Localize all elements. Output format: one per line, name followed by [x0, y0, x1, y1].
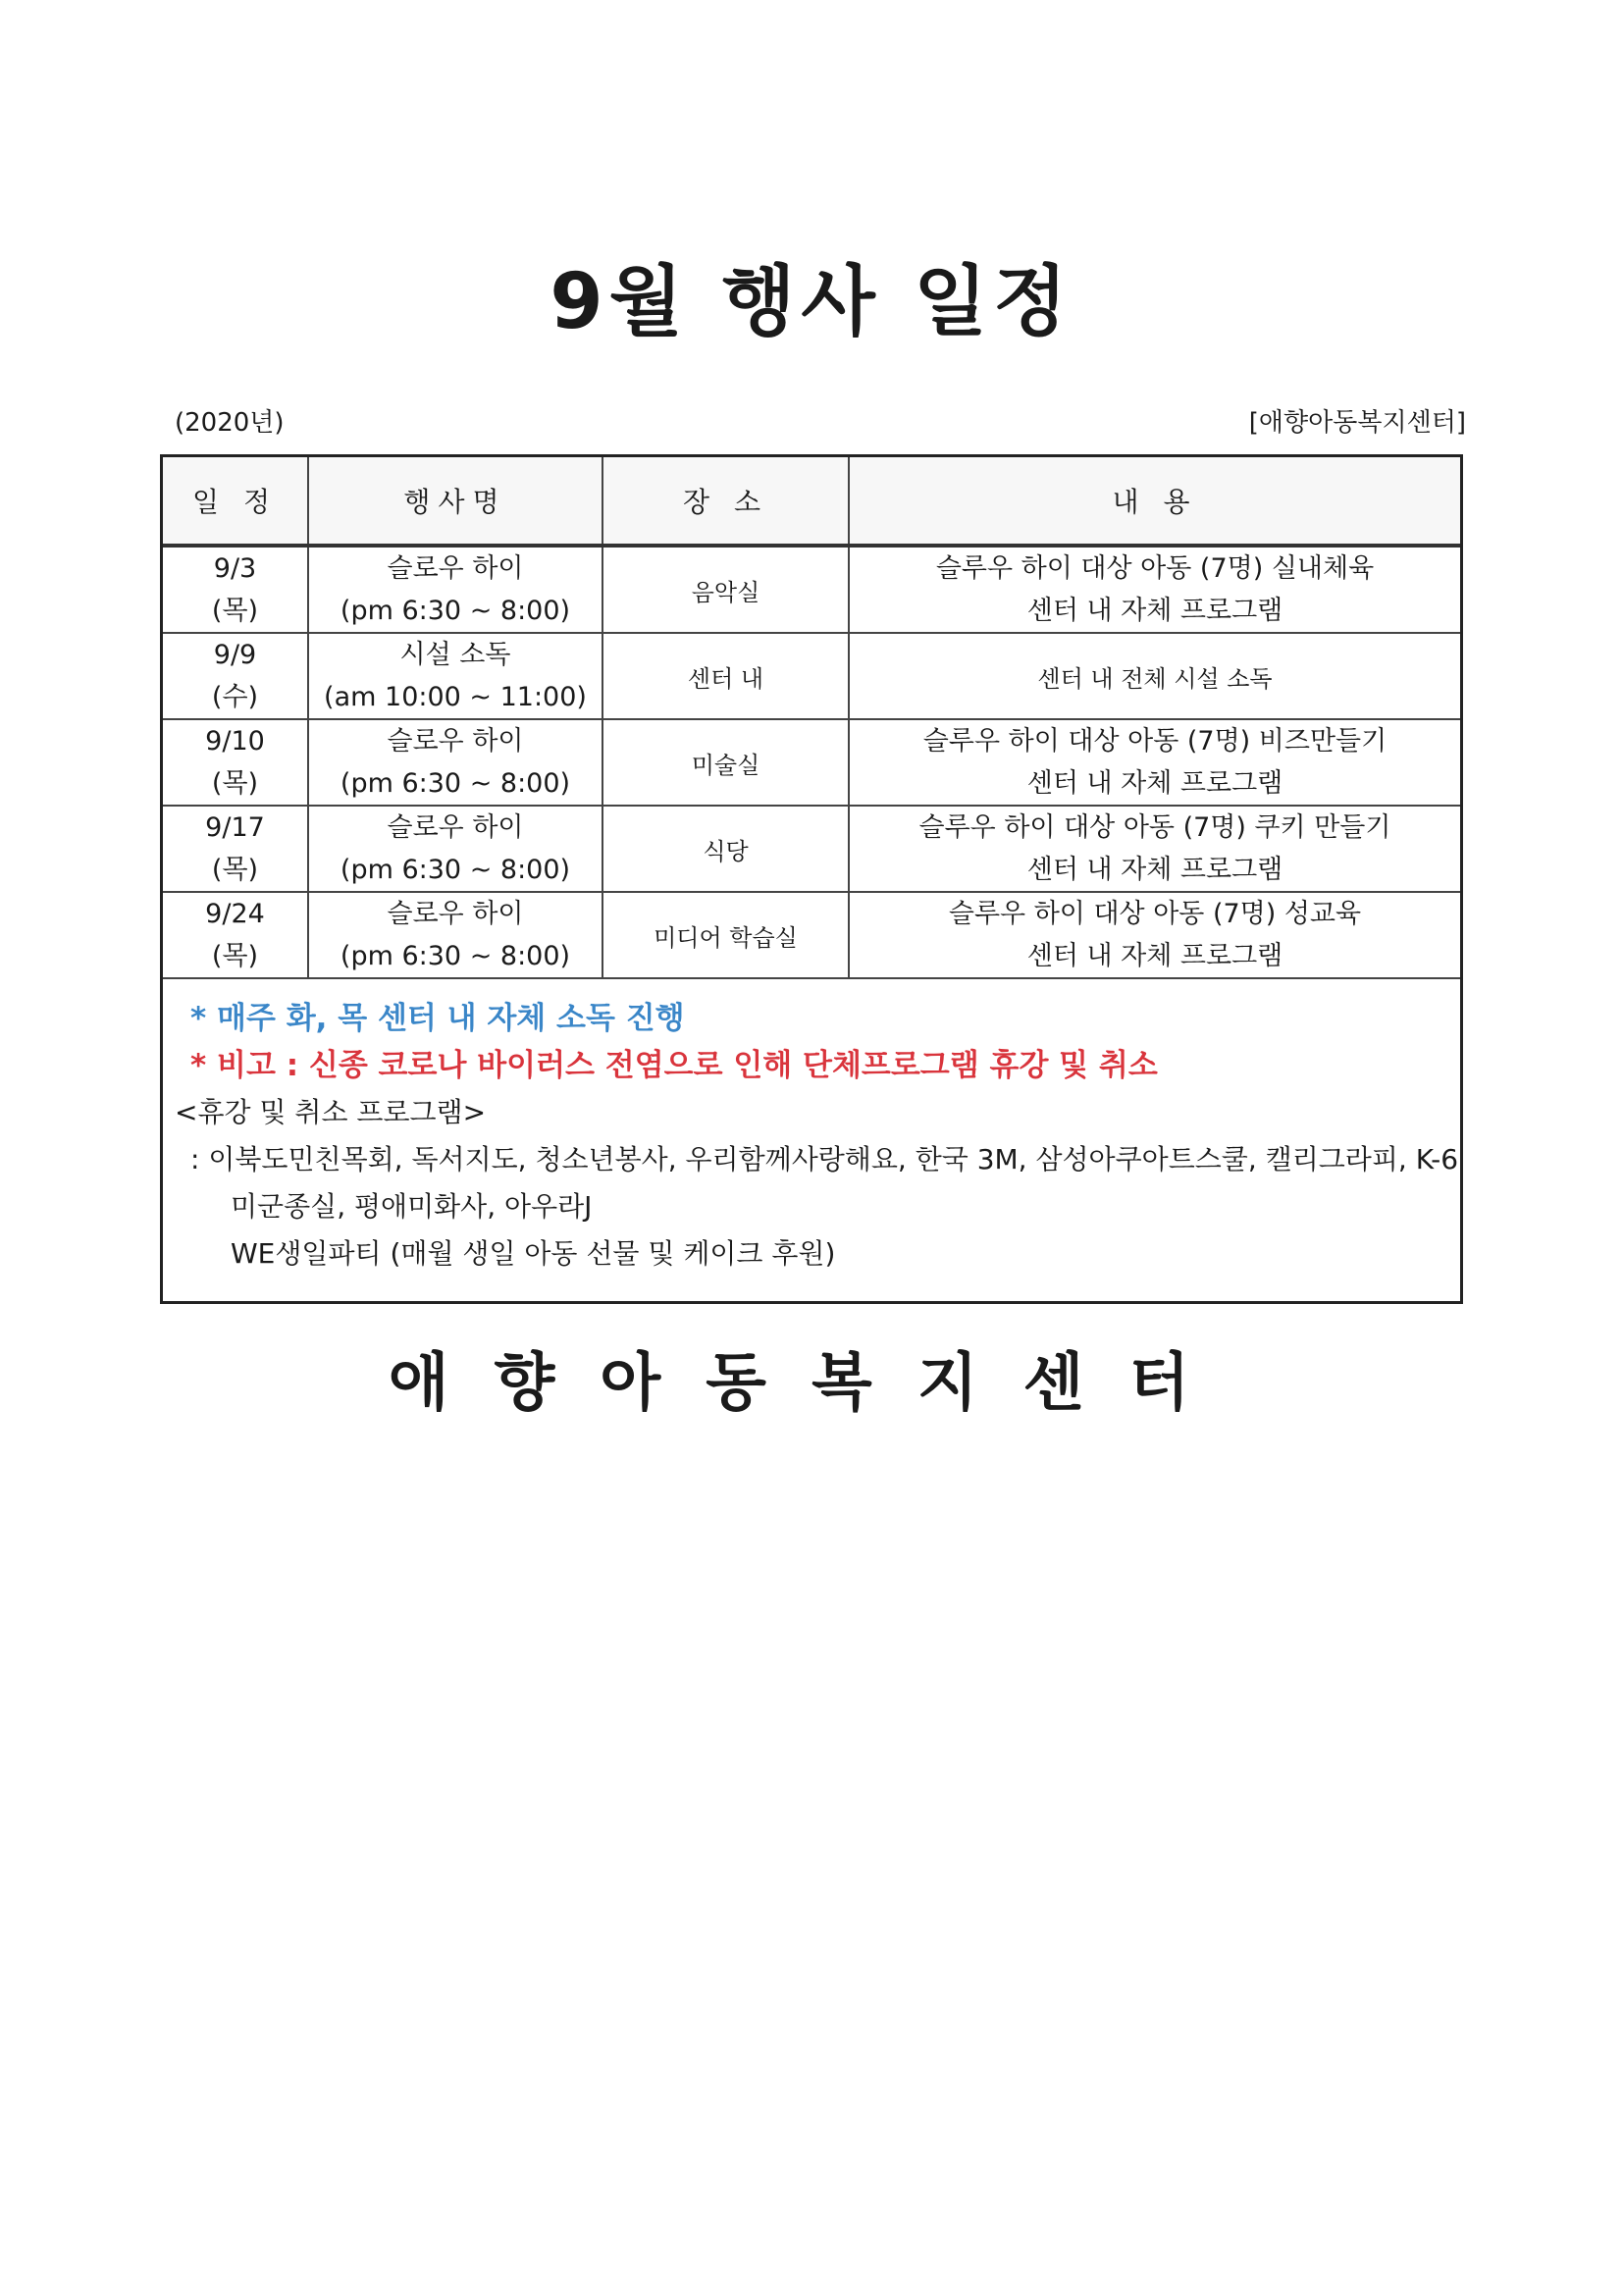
table-row	[163, 892, 1460, 978]
date-cell	[163, 719, 308, 806]
weekday: (목)	[211, 855, 259, 885]
schedule-sheet	[160, 454, 1463, 1304]
place-cell: 식당	[602, 806, 849, 892]
table-row	[163, 719, 1460, 806]
header-event: 행사명	[308, 457, 602, 546]
cancellation-note: * 비고 : 신종 코로나 바이러스 전염으로 인해 단체프로그램 휴강 및 취소	[190, 1048, 1158, 1083]
date: 9/24	[205, 899, 265, 929]
weekday: (목)	[211, 768, 259, 799]
event-name: 슬로우 하이	[387, 726, 524, 757]
cancelled-programs-line: 미군종실, 평애미화사, 아우라J	[231, 1190, 593, 1223]
table-row	[163, 633, 1460, 719]
content-line: 센터 내 자체 프로그램	[1026, 855, 1283, 885]
content-line: 슬루우 하이 대상 아동 (7명) 실내체육	[935, 553, 1375, 584]
year-label: (2020년)	[175, 408, 285, 438]
date: 9/10	[205, 726, 265, 757]
table-header-row	[163, 457, 1460, 546]
organization-label: [애향아동복지센터]	[1248, 408, 1466, 438]
schedule-table	[163, 457, 1460, 979]
content-cell	[849, 806, 1460, 892]
date-cell	[163, 892, 308, 978]
event-time: (pm 6:30 ~ 8:00)	[340, 768, 571, 799]
table-row	[163, 546, 1460, 633]
event-time: (pm 6:30 ~ 8:00)	[340, 596, 571, 626]
place-cell: 음악실	[602, 546, 849, 633]
date-cell	[163, 633, 308, 719]
notes-section	[163, 979, 1460, 1278]
date: 9/17	[205, 812, 265, 843]
content-line: 센터 내 자체 프로그램	[1026, 941, 1283, 971]
date-cell	[163, 546, 308, 633]
event-name: 시설 소독	[399, 640, 511, 670]
place-cell: 센터 내	[602, 633, 849, 719]
event-name: 슬로우 하이	[387, 812, 524, 843]
date-cell	[163, 806, 308, 892]
table-row	[163, 806, 1460, 892]
cancelled-programs-line: WE생일파티 (매월 생일 아동 선물 및 케이크 후원)	[231, 1237, 836, 1270]
date: 9/9	[213, 640, 257, 670]
header-place: 장 소	[602, 457, 849, 546]
event-time: (pm 6:30 ~ 8:00)	[340, 941, 571, 971]
disinfection-note: * 매주 화, 목 센터 내 자체 소독 진행	[190, 1001, 685, 1036]
content-line: 센터 내 자체 프로그램	[1026, 596, 1283, 626]
content-line: 센터 내 자체 프로그램	[1026, 768, 1283, 799]
content-line: 슬루우 하이 대상 아동 (7명) 비즈만들기	[922, 726, 1387, 757]
content-cell: 센터 내 전체 시설 소독	[849, 633, 1460, 719]
event-cell	[308, 719, 602, 806]
content-cell	[849, 546, 1460, 633]
content-line: 슬루우 하이 대상 아동 (7명) 성교육	[948, 899, 1362, 929]
content-line: 슬루우 하이 대상 아동 (7명) 쿠키 만들기	[918, 812, 1391, 843]
header-content: 내 용	[849, 457, 1460, 546]
event-name: 슬로우 하이	[387, 899, 524, 929]
content-cell	[849, 719, 1460, 806]
weekday: (수)	[211, 682, 259, 712]
header-date: 일 정	[163, 457, 308, 546]
cancelled-programs-heading: <휴강 및 취소 프로그램>	[175, 1096, 487, 1128]
page-title: 9월 행사 일정	[550, 258, 1073, 346]
weekday: (목)	[211, 941, 259, 971]
weekday: (목)	[211, 596, 259, 626]
event-cell	[308, 546, 602, 633]
cancelled-programs-line: : 이북도민친목회, 독서지도, 청소년봉사, 우리함께사랑해요, 한국 3M, 삼성아쿠아트스쿨, 캘리그라피, K-6	[190, 1143, 1459, 1175]
place-cell: 미디어 학습실	[602, 892, 849, 978]
content-cell	[849, 892, 1460, 978]
event-cell	[308, 633, 602, 719]
footer-organization: 애향아동복지센터	[388, 1347, 1235, 1420]
date: 9/3	[213, 553, 257, 584]
event-time: (pm 6:30 ~ 8:00)	[340, 855, 571, 885]
event-cell	[308, 892, 602, 978]
place-cell: 미술실	[602, 719, 849, 806]
event-name: 슬로우 하이	[387, 553, 524, 584]
event-time: (am 10:00 ~ 11:00)	[324, 682, 587, 712]
event-cell	[308, 806, 602, 892]
